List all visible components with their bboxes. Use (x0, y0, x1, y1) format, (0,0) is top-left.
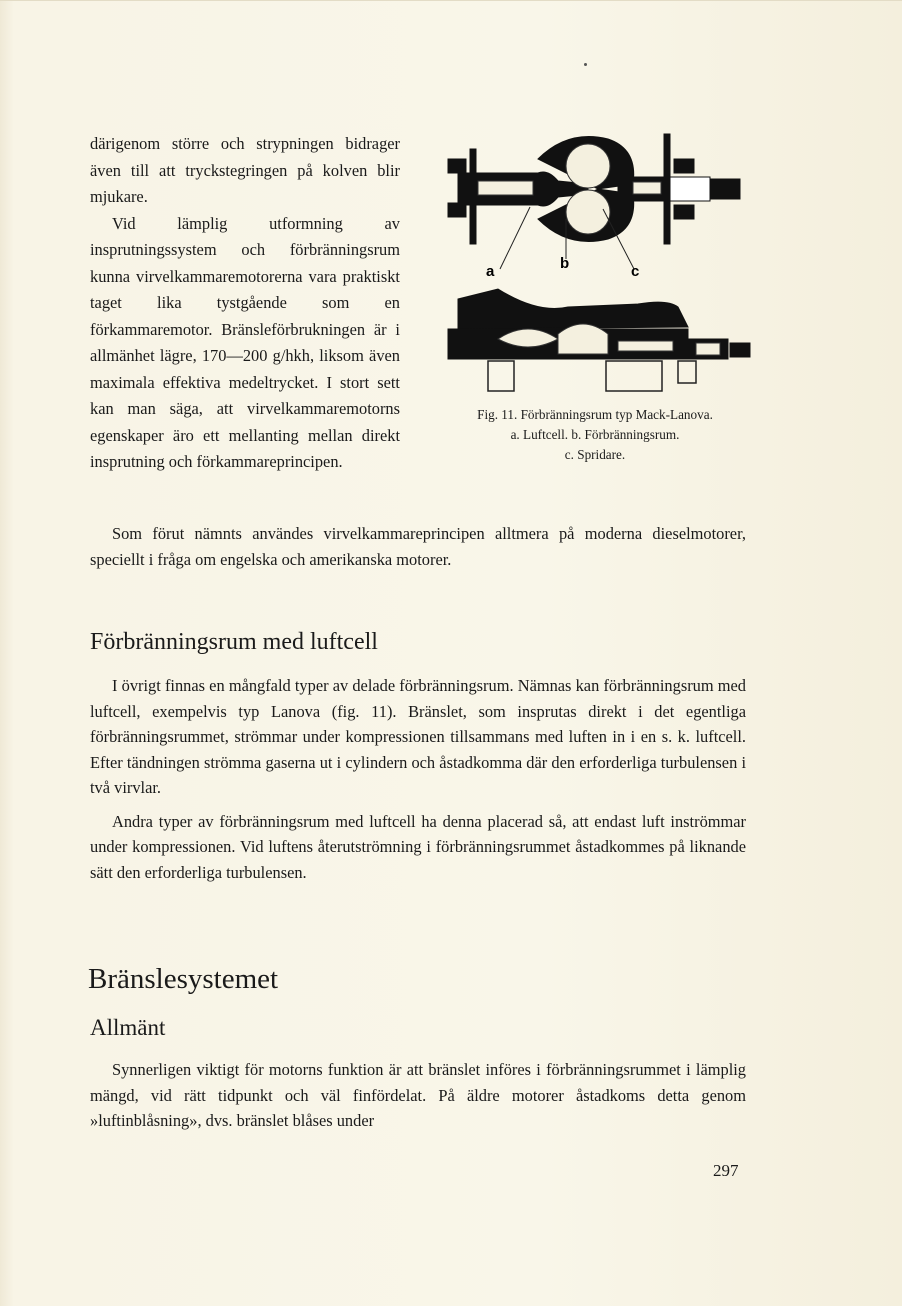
head-section-top (458, 289, 688, 329)
caption-line-1: Fig. 11. Förbränningsrum typ Mack-Lanova. (477, 407, 713, 422)
nozzle-window (633, 182, 661, 194)
paragraph-bransle-1: Synnerligen viktigt för motorns funktion är att bränslet införes i förbränningsrummet i lämplig mängd, vid rätt tidpunkt och väl finfördelat. På äldre motorer åstadkoms detta genom »luftinblåsning», dvs. bränslet blåses under (90, 1060, 746, 1130)
section-foot-small (678, 361, 696, 383)
leader-a (500, 207, 530, 269)
injector-end (710, 179, 740, 199)
label-b: b (560, 255, 570, 272)
caption-line-3: c. Spridare. (564, 447, 626, 462)
top-right-flange (664, 134, 670, 244)
paragraph-after-figure: Som förut nämnts användes virvelkammareprincipen alltmera på moderna dieselmotorer, speciellt i fråga om engelska och amerikanska motorer. (90, 524, 746, 569)
paragraph-after-figure-block (90, 521, 746, 572)
bolt-top-right (674, 159, 694, 173)
left-text-column (90, 131, 400, 476)
paragraph-left-2: Vid lämplig utformning av insprutningssystem och förbränningsrum kunna virvelkammaremotorerna vara praktiskt taget lika tystgående som en förkammaremotor. Bränsleförbrukningen är i allmänhet lägre, 170—200 g/hkh, liksom även maximala effektiva medeltrycket. I stort sett kan man säga, att virvelkammaremotorns egenskaper äro ett mellanting mellan direkt insprutning och förkammareprincipen. (90, 213, 400, 471)
section-foot-left (488, 361, 514, 391)
caption-line-2: a. Luftcell. b. Förbränningsrum. (510, 427, 680, 442)
injector-body (670, 177, 710, 201)
label-c: c (631, 263, 640, 280)
bolt-bottom-right (674, 205, 694, 219)
luftcell-text (90, 673, 746, 885)
paragraph-left-1: därigenom större och strypningen bidrager även till att tryckstegringen på kolven blir mjukare. (90, 134, 400, 206)
figure-caption (430, 405, 760, 465)
air-cell-cavity (478, 181, 533, 195)
section-channel (618, 341, 673, 351)
swirl-lower (566, 190, 610, 234)
paragraph-luftcell-1: I övrigt finnas en mångfald typer av delade förbränningsrum. Nämnas kan förbränningsrum med luftcell, exempelvis typ Lanova (fig. 11). Bränslet, som insprutas direkt i det egentliga förbränningsrummet, strömmar under kompressionen tillsammans med luften in i en s. k. luftcell. Efter tändningen strömma gaserna ut i cylindern och åstadkomma där den erforderliga turbulensen i två virvlar. (90, 676, 746, 797)
combustion-chamber-drawing (438, 129, 758, 399)
heading-allmant: Allmänt (90, 1015, 166, 1040)
heading-branslesystemet: Bränslesystemet (88, 963, 279, 995)
heading-luftcell: Förbränningsrum med luftcell (90, 629, 378, 655)
paragraph-luftcell-2: Andra typer av förbränningsrum med luftcell ha denna placerad så, att endast luft inströmmar under kompressionen. Vid luftens återutströmning i förbränningsrummet åstadkommes på liknande sätt den erforderliga turbulensen. (90, 811, 746, 882)
injector-cap (730, 343, 750, 357)
bolt-top-left (448, 159, 466, 173)
swirl-upper (566, 144, 610, 188)
label-a: a (486, 263, 495, 280)
page-number: 297 (713, 1161, 739, 1180)
section-injector-window (696, 343, 720, 355)
speck (584, 63, 587, 66)
section-foot-right (606, 361, 662, 391)
bransle-text (90, 1057, 746, 1134)
section-chamber (558, 324, 608, 354)
